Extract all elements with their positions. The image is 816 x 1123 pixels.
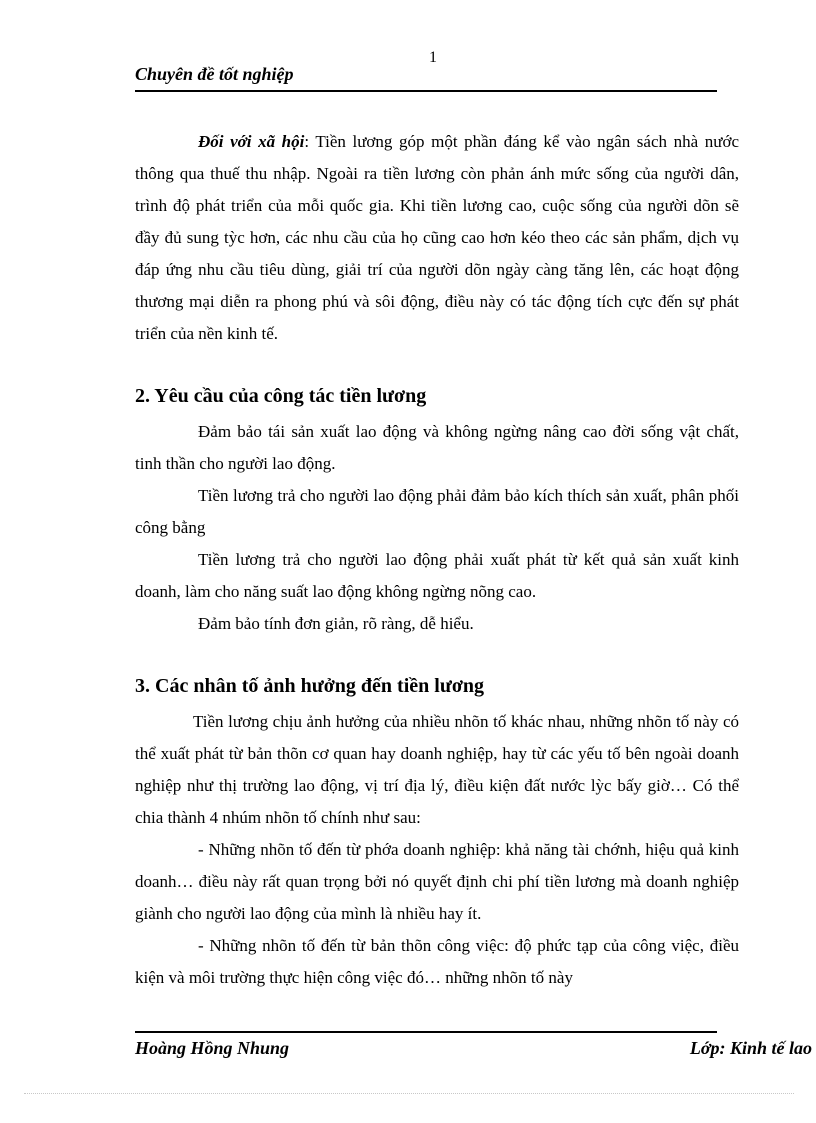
document-body	[135, 126, 739, 994]
header-title: Chuyên đề tốt nghiệp	[135, 64, 294, 84]
section-2-heading: 2. Yêu cầu của công tác tiền lương	[135, 385, 427, 407]
page-number: 1	[429, 49, 437, 66]
section-2-paragraph: Tiền lương trả cho người lao động phải đảm bảo kích thích sản xuất, phân phối công bằng	[135, 486, 739, 537]
intro-paragraph	[135, 126, 739, 350]
section-3-paragraph: - Những nhõn tố đến từ phớa doanh nghiệp: khả năng tài chớnh, hiệu quả kinh doanh… điều này rất quan trọng bởi nó quyết định chi phí tiền lương mà doanh nghiệp giành cho người lao động của mình là nhiều hay ít.	[135, 840, 739, 923]
section-2-paragraph: Đảm bảo tái sản xuất lao động và không ngừng nâng cao đời sống vật chất, tinh thần cho người lao động.	[135, 422, 739, 473]
intro-text: : Tiền lương góp một phần đáng kể vào ngân sách nhà nước thông qua thuế thu nhập. Ngoài ra tiền lương còn phản ánh mức sống của người dân, trình độ phát triển của mỗi quốc gia. Khi tiền lương cao, cuộc sống của người dõn sẽ đầy đủ sung tỳc hơn, các nhu cầu của họ cũng cao hơn kéo theo các sản phẩm, dịch vụ đáp ứng nhu cầu tiêu dùng, giải trí của người dõn ngày càng tăng lên, các hoạt động thương mại diễn ra phong phú và sôi động, điều này có tác động tích cực đến sự phát triển của nền kinh tế.	[135, 132, 739, 343]
section-2-paragraph: Đảm bảo tính đơn giản, rõ ràng, dễ hiểu.	[198, 614, 474, 633]
footer-rule	[135, 1031, 717, 1033]
intro-lead: Đối với xã hội	[198, 132, 305, 151]
section-3-heading: 3. Các nhân tố ảnh hưởng đến tiền lương	[135, 675, 485, 697]
section-2-paragraph: Tiền lương trả cho người lao động phải xuất phát từ kết quả sản xuất kinh doanh, làm cho năng suất lao động không ngừng nõng cao.	[135, 550, 739, 601]
header-rule	[135, 90, 717, 92]
section-3-paragraph: Tiền lương chịu ảnh hưởng của nhiều nhõn tố khác nhau, những nhõn tố này có thể xuất phát từ bản thõn cơ quan hay doanh nghiệp, hay từ các yếu tố bên ngoài doanh nghiệp như thị trường lao động, vị trí địa lý, điều kiện đất nước lỳc bấy giờ… Có thể chia thành 4 nhúm nhõn tố chính như sau:	[135, 712, 739, 827]
page-bottom-border	[24, 1093, 794, 1094]
footer-author: Hoàng Hồng Nhung	[135, 1038, 290, 1058]
section-3-paragraph: - Những nhõn tố đến từ bản thõn công việc: độ phức tạp của công việc, điều kiện và môi trường thực hiện công việc đó… những nhõn tố này	[135, 936, 739, 987]
footer-class: Lớp: Kinh tế lao	[689, 1038, 812, 1058]
